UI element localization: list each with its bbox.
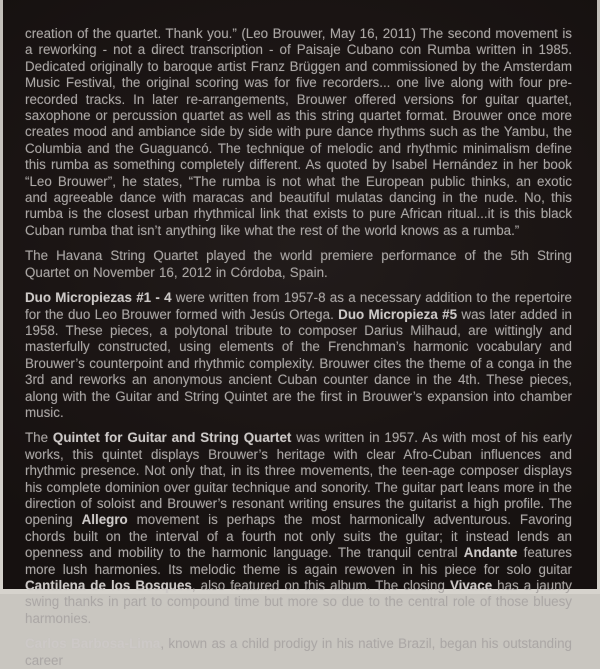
text-run: creation of the quartet. Thank you.” (Leo Brouwer, May 16, 2011) The second movement is a reworking - not a direct transcription - of Paisaje Cubano con Rumba written in 1985. Dedicated originally to baroque artist Franz Brüggen and commissioned by the Amsterdam Music Festival, the original scoring was for five recorders... one live along with four pre-recorded tracks. In later re-arrangements, Brouwer offered versions for guitar quartet, saxophone or percussion quartet as well as this string quartet format. Brouwer once more creates mood and ambiance side by side with pure dance rhythms such as the Yambu, the Columbia and the Guaguancó. The technique of melodic and rhythmic minimalism define this rumba as something completely different. As quoted by Isabel Hernández in her book “Leo Brouwer”, he states, “The rumba is not what the European public thinks, an exotic and agreeable dance with maracas and beautiful mulatas dancing in the nude. No, this rumba is the closest urban rhythmical link that exists to pure African ritual...it is this black Cuban rumba that isn’t anything like what the rest of the world knows as a rumba.” xyxy=(25,26,572,238)
paragraph-quintet xyxy=(25,430,572,627)
text-run: , also featured on this album. The closing xyxy=(191,578,450,593)
movement-title-text: Allegro xyxy=(81,512,128,528)
text-run: movement is perhaps the most harmonically adventurous. Favoring chords built on the interval of a fourth not only suits the guitar; it instead lends an openness and mobility to the harmonic language. The tranquil central xyxy=(25,512,572,561)
text-run: were written from 1957-8 as a necessary addition to the repertoire for the duo Leo Brouwer formed with Jesús Ortega. xyxy=(25,290,572,322)
work-title-text: Cantilena de los Bosques xyxy=(25,578,192,593)
booklet-page xyxy=(3,0,597,668)
artist-name-text: Carlos Barbosa-Lima xyxy=(25,636,161,652)
work-title-text: Quintet for Guitar and String Quartet xyxy=(52,430,292,446)
text-run: features more lush harmonies. Its melodic theme is again rewoven in his piece for solo guitar xyxy=(25,545,572,577)
text-run: , known as a child prodigy in his native Brazil, began his outstanding career xyxy=(25,636,572,668)
paragraph-premiere xyxy=(25,248,572,281)
work-title-text: Duo Micropieza #5 xyxy=(338,306,458,322)
text-run: was later added in 1958. These pieces, a polytonal tribute to composer Darius Milhaud, are wittingly and masterfully constructed, using elements of the Frenchman’s harmonic vocabulary and Brouwer’s counterpoint and rhythmic complexity. Brouwer cites the theme of a conga in the 3rd and reworks an anonymous ancient Cuban counter dance in the 4th. These pieces, along with the Guitar and String Quintet are the first in Brouwer’s expansion into chamber music. xyxy=(25,306,572,420)
text-run: The xyxy=(25,430,53,446)
movement-title-text: Vivace xyxy=(449,578,493,593)
paragraph-duo-micropiezas xyxy=(25,290,572,421)
paragraph-movement-notes xyxy=(25,26,572,239)
text-run: has a jaunty swing thanks in part to compound time but more so due to the central role of those bluesy harmonies. xyxy=(25,578,572,626)
text-run: The Havana String Quartet played the world premiere performance of the 5th String Quartet on November 16, 2012 in Córdoba, Spain. xyxy=(25,248,572,280)
liner-notes-text xyxy=(25,26,572,669)
movement-title-text: Andante xyxy=(463,545,518,561)
work-title-text: Duo Micropiezas #1 - 4 xyxy=(25,290,172,306)
paragraph-barbosa-lima xyxy=(25,636,572,669)
text-run: was written in 1957. As with most of his early works, this quintet displays Brouwer’s heritage with clear Afro-Cuban influences and rhythmic presence. Not only that, in its three movements, the teen-age composer displays his complete dominion over guitar technique and sonority. The guitar part leans more in the direction of soloist and Brouwer’s resonant writing ensures the guitarist a high profile. The opening xyxy=(25,430,572,528)
